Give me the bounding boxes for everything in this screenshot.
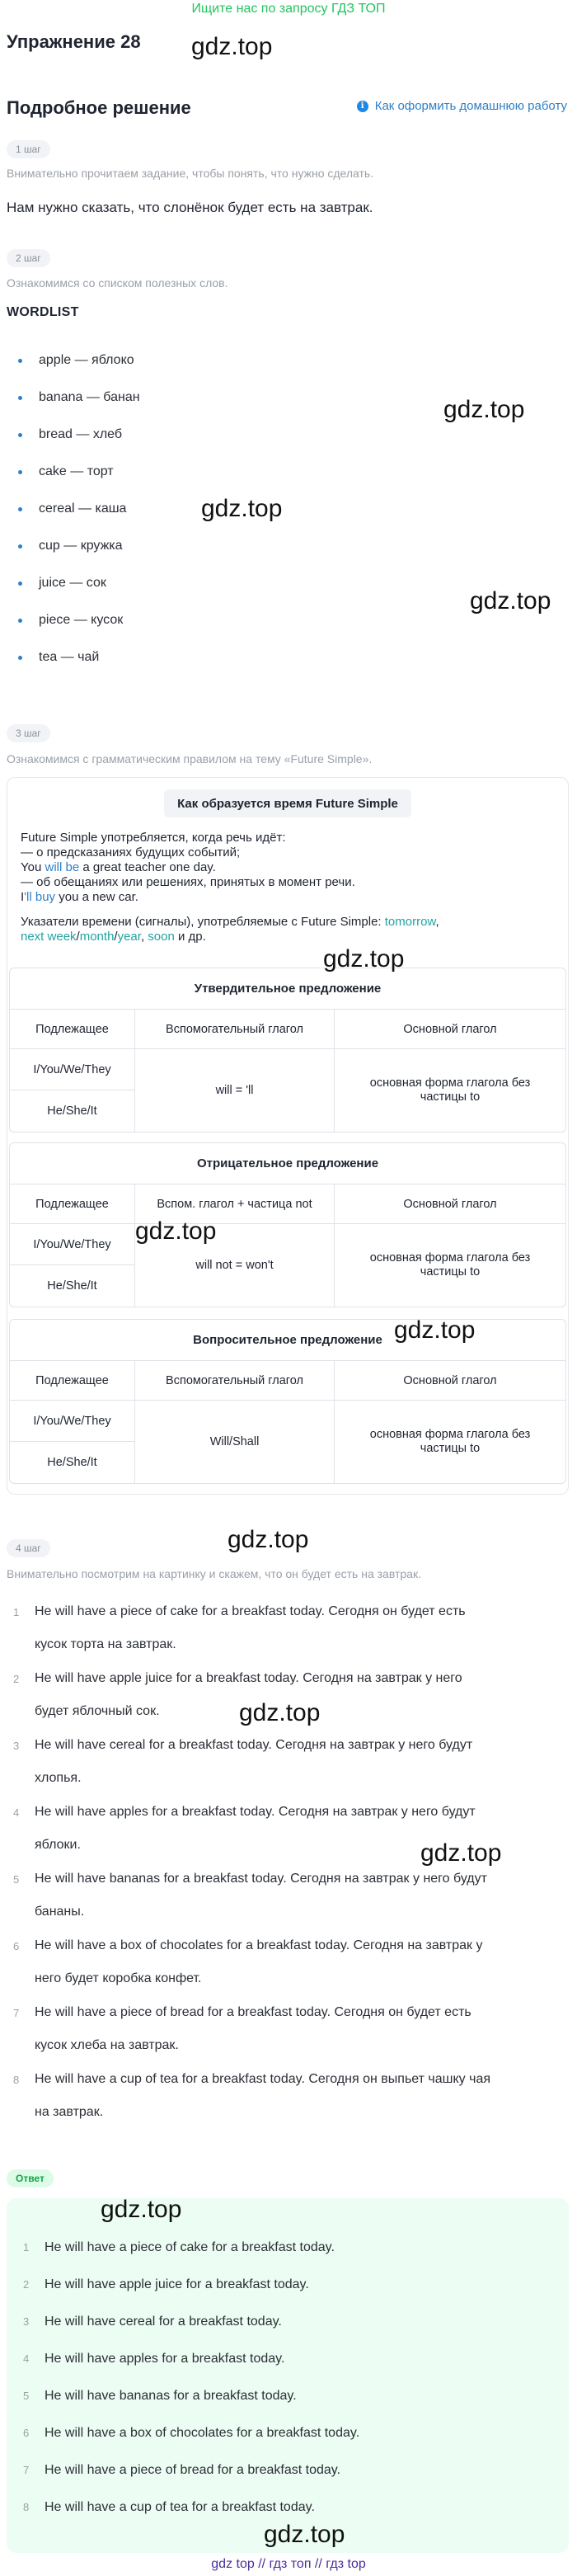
watermark: gdz.top — [191, 33, 273, 60]
table-title: Отрицательное предложение — [10, 1143, 565, 1184]
list-item: 2 He will have apple juice for a breakfast today. Сегодня на завтрак у него будет яблочный сок. — [13, 1671, 462, 1718]
step-1-hint: Внимательно прочитаем задание, чтобы понять, что нужно сделать. — [7, 167, 374, 180]
table-header: Подлежащее — [10, 1361, 135, 1400]
table-cell: He/She/It — [47, 1104, 97, 1118]
table-header: Вспомогательный глагол — [135, 1361, 335, 1400]
table-cell: основная форма глагола без частицы to — [369, 1076, 531, 1104]
grammar-example: You will be a great teacher one day. — [21, 860, 216, 874]
table-cell: основная форма глагола без частицы to — [369, 1428, 531, 1455]
watermark: gdz.top — [394, 1316, 476, 1344]
grammar-button[interactable]: Как образуется время Future Simple — [164, 789, 411, 817]
answer-item: 7 He will have a piece of bread for a breakfast today. — [23, 2463, 341, 2477]
table-header: Вспомогательный глагол — [135, 1010, 335, 1048]
answer-item: 6 He will have a box of chocolates for a breakfast today. — [23, 2426, 360, 2440]
list-item: 3 He will have cereal for a breakfast today. Сегодня на завтрак у него будут хлопья. — [13, 1738, 473, 1785]
step-1-label: 1 шаг — [7, 140, 50, 158]
wordlist-title: WORDLIST — [7, 305, 79, 319]
table-title: Вопросительное предложение — [10, 1320, 565, 1361]
table-cell: Will/Shall — [135, 1401, 335, 1483]
table-header: Основной глагол — [403, 1022, 497, 1036]
step-3-label: 3 шаг — [7, 724, 50, 742]
table-header: Вспом. глагол + частица not — [135, 1184, 335, 1223]
step-1-text: Нам нужно сказать, что слонёнок будет есть на завтрак. — [7, 200, 373, 215]
answer-item: 1 He will have a piece of cake for a breakfast today. — [23, 2240, 335, 2254]
wordlist-item: cup — кружка — [18, 539, 123, 553]
howto-link[interactable] — [357, 99, 567, 113]
step-3-hint: Ознакомимся с грамматическим правилом на тему «Future Simple». — [7, 752, 373, 765]
list-item: 1 He will have a piece of cake for a breakfast today. Сегодня он будет есть кусок торта на завтрак. — [13, 1604, 466, 1651]
table-cell: I/You/We/They — [10, 1049, 134, 1090]
wordlist-item: apple — яблоко — [18, 353, 134, 368]
list-item: 7 He will have a piece of bread for a breakfast today. Сегодня он будет есть кусок хлеба на завтрак. — [13, 2005, 471, 2052]
grammar-markers: Указатели времени (сигналы), употребляемые с Future Simple: tomorrow, next week/month/year, soon и др. — [21, 915, 439, 944]
top-banner: Ищите нас по запросу ГДЗ ТОП — [191, 2, 386, 16]
negative-table — [9, 1142, 566, 1307]
watermark: gdz.top — [228, 1526, 309, 1553]
list-item: 8 He will have a cup of tea for a breakfast today. Сегодня он выпьет чашку чая на завтрак. — [13, 2072, 491, 2119]
table-cell: will not = won't — [135, 1224, 335, 1307]
step-4-label: 4 шаг — [7, 1539, 50, 1557]
wordlist-item: piece — кусок — [18, 613, 123, 628]
wordlist-item: cake — торт — [18, 464, 114, 479]
answer-label: Ответ — [7, 2169, 54, 2187]
watermark: gdz.top — [420, 1839, 502, 1867]
question-table — [9, 1319, 566, 1484]
grammar-line: — об обещаниях или решениях, принятых в момент речи. — [21, 875, 355, 889]
wordlist-item: cereal — каша — [18, 502, 126, 516]
grammar-card — [7, 777, 569, 1495]
wordlist-item: tea — чай — [18, 650, 99, 665]
table-cell: I/You/We/They — [10, 1401, 134, 1442]
answer-item: 8 He will have a cup of tea for a breakfast today. — [23, 2500, 315, 2514]
footer: gdz top // гдз топ // гдз top — [211, 2557, 366, 2571]
watermark: gdz.top — [470, 587, 551, 615]
wordlist-item: bread — хлеб — [18, 427, 122, 442]
grammar-line: — о предсказаниях будущих событий; — [21, 845, 241, 859]
table-header: Основной глагол — [403, 1197, 497, 1211]
watermark: gdz.top — [135, 1217, 217, 1245]
info-icon: i — [357, 101, 368, 112]
watermark: gdz.top — [443, 396, 525, 423]
table-header: Подлежащее — [10, 1010, 135, 1048]
table-cell: will = 'll — [135, 1049, 335, 1132]
list-item: 4 He will have apples for a breakfast today. Сегодня на завтрак у него будут яблоки. — [13, 1805, 476, 1852]
watermark: gdz.top — [201, 495, 283, 522]
grammar-line: Future Simple употребляется, когда речь идёт: — [21, 831, 286, 845]
answer-item: 3 He will have cereal for a breakfast today. — [23, 2315, 282, 2329]
step-4-hint: Внимательно посмотрим на картинку и скажем, что он будет есть на завтрак. — [7, 1567, 421, 1580]
list-item: 6 He will have a box of chocolates for a breakfast today. Сегодня на завтрак у него будет коробка конфет. — [13, 1938, 483, 1985]
exercise-title: Упражнение 28 — [7, 31, 141, 52]
table-cell: He/She/It — [47, 1279, 97, 1293]
answer-item: 2 He will have apple juice for a breakfast today. — [23, 2277, 309, 2291]
grammar-example: I'll buy you a new car. — [21, 890, 138, 904]
solution-title: Подробное решение — [7, 97, 191, 118]
watermark: gdz.top — [264, 2521, 345, 2548]
step-2-label: 2 шаг — [7, 249, 50, 267]
table-header: Подлежащее — [10, 1184, 135, 1223]
howto-link-label: Как оформить домашнюю работу — [374, 99, 567, 113]
wordlist-item: juice — сок — [18, 576, 106, 591]
watermark: gdz.top — [323, 945, 405, 972]
answer-item: 4 He will have apples for a breakfast today. — [23, 2352, 285, 2366]
affirmative-table — [9, 968, 566, 1133]
table-cell: I/You/We/They — [10, 1224, 134, 1265]
wordlist-item: banana — банан — [18, 390, 140, 405]
list-item: 5 He will have bananas for a breakfast today. Сегодня на завтрак у него будут бананы. — [13, 1872, 487, 1919]
answer-item: 5 He will have bananas for a breakfast today. — [23, 2389, 297, 2403]
table-cell: основная форма глагола без частицы to — [369, 1251, 531, 1279]
table-cell: He/She/It — [47, 1456, 97, 1469]
step-2-hint: Ознакомимся со списком полезных слов. — [7, 276, 228, 290]
watermark: gdz.top — [239, 1699, 321, 1726]
watermark: gdz.top — [101, 2196, 182, 2223]
table-title: Утвердительное предложение — [10, 968, 565, 1010]
table-header: Основной глагол — [403, 1373, 497, 1387]
